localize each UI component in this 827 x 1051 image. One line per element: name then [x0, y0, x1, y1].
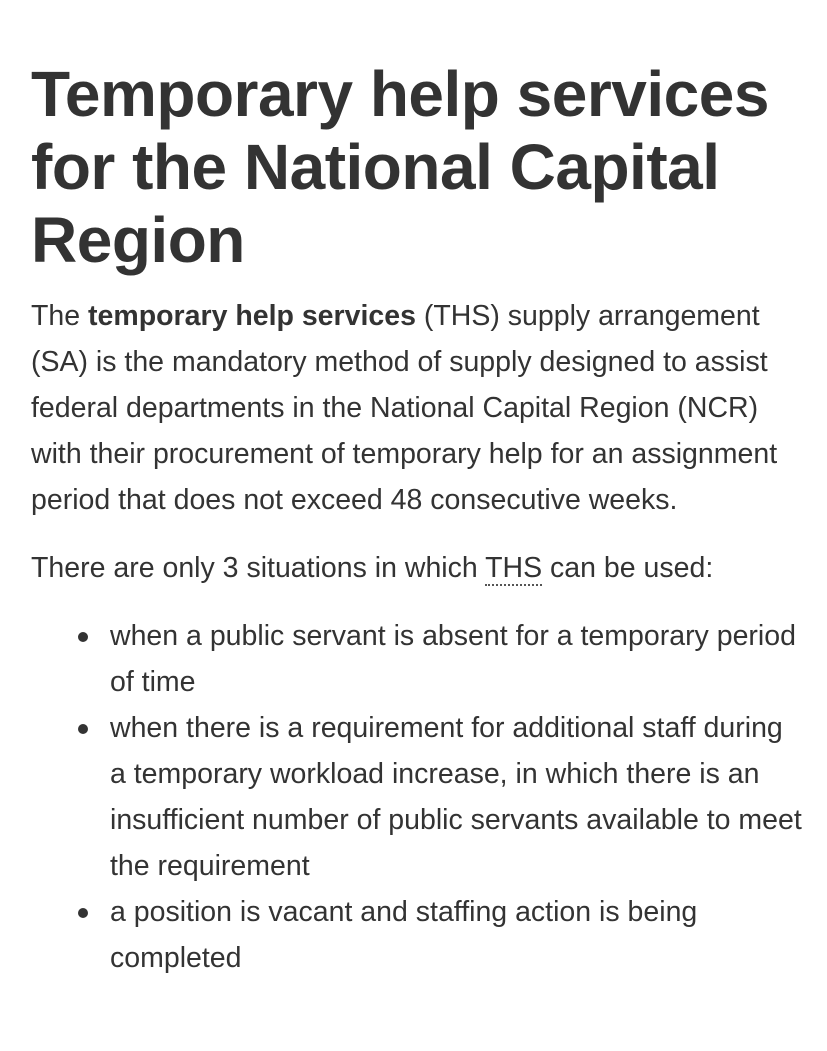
list-item: a position is vacant and staffing action is being completed — [110, 889, 803, 981]
intro-bold-term: temporary help services — [88, 300, 416, 332]
list-item: when there is a requirement for additional staff during a temporary workload increase, in which there is an insufficient number of public servants available to meet the requirement — [110, 705, 803, 889]
situations-text-end: can be used: — [542, 552, 714, 584]
situations-list — [31, 613, 803, 981]
list-item: when a public servant is absent for a temporary period of time — [110, 613, 803, 705]
situations-paragraph — [31, 545, 803, 591]
intro-text-rest: (THS) supply arrangement (SA) is the mandatory method of supply designed to assist federal departments in the National Capital Region (NCR) with their procurement of temporary help for an assignment period that does not exceed 48 consecutive weeks. — [31, 300, 778, 516]
situations-text-start: There are only 3 situations in which — [31, 552, 486, 584]
intro-text-start: The — [31, 300, 89, 332]
intro-paragraph — [31, 293, 803, 523]
ths-abbreviation[interactable]: THS — [485, 552, 543, 584]
page-title: Temporary help services for the National Capital Region — [31, 58, 769, 276]
